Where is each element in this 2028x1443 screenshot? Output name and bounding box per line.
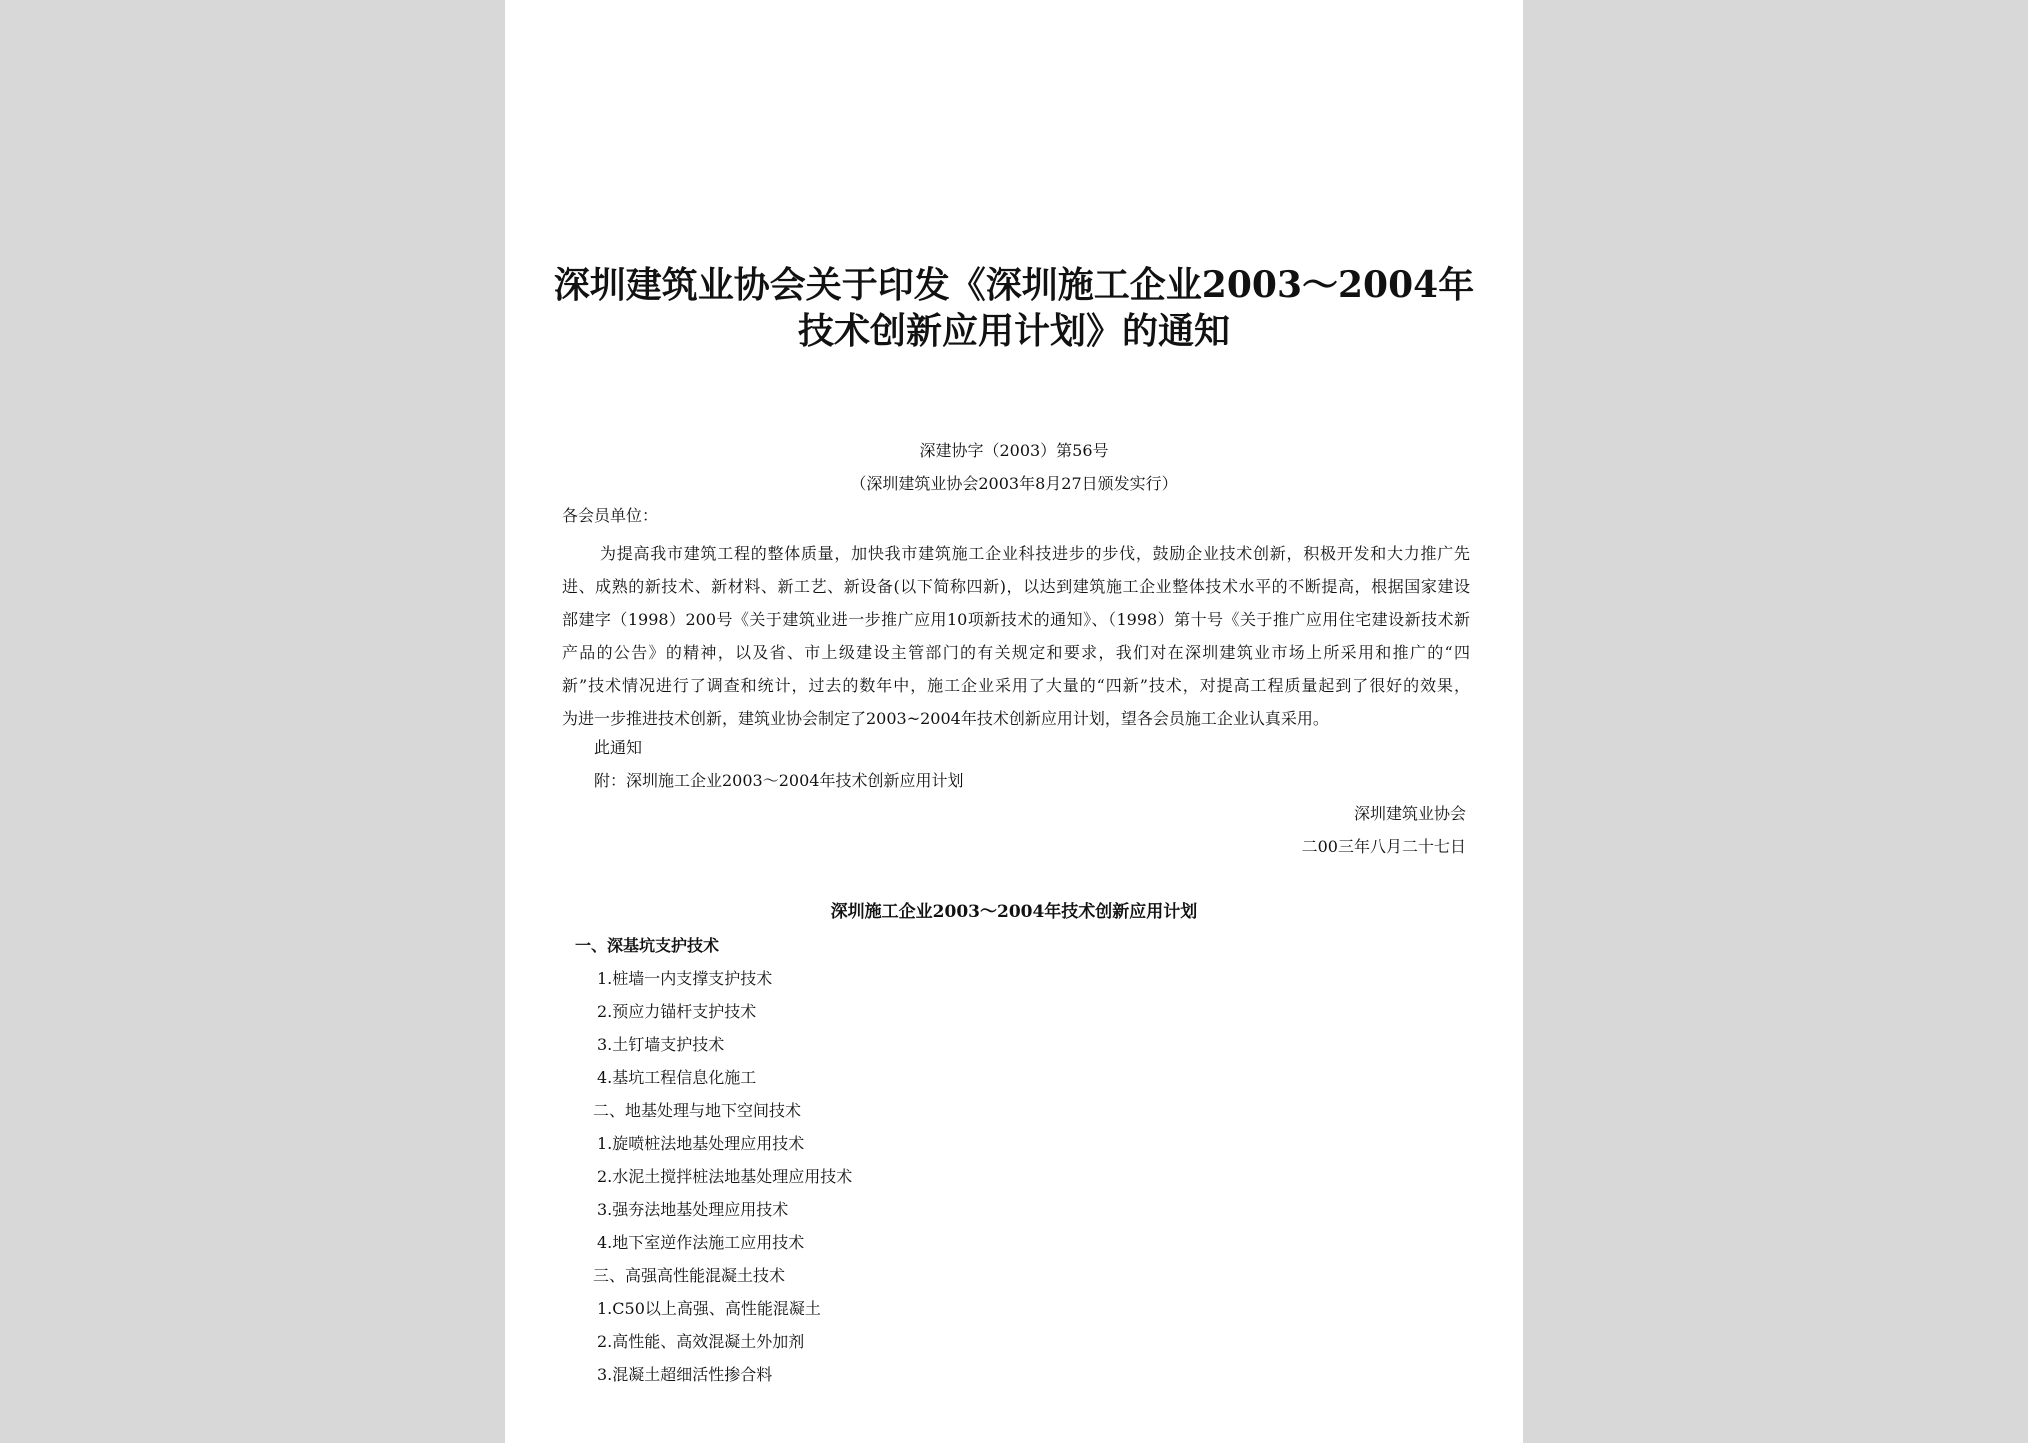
plan-item: 2.高性能、高效混凝土外加剂 (597, 1332, 805, 1351)
body-line: 为提高我市建筑工程的整体质量，加快我市建筑施工企业科技进步的步伐，鼓励企业技术创新，积极开发和大力推广先 (600, 544, 1470, 563)
plan-item: 3.土钉墙支护技术 (597, 1035, 725, 1054)
body-line: 产品的公告》的精神，以及省、市上级建设主管部门的有关规定和要求，我们对在深圳建筑业市场上所采用和推广的“四 (562, 643, 1470, 662)
document-page (505, 0, 1523, 1443)
plan-item: 3.混凝土超细活性掺合料 (597, 1365, 773, 1384)
body-line: 进、成熟的新技术、新材料、新工艺、新设备(以下简称四新)，以达到建筑施工企业整体技术水平的不断提高，根据国家建设 (562, 577, 1470, 596)
plan-item: 2.水泥土搅拌桩法地基处理应用技术 (597, 1167, 853, 1186)
plan-item: 2.预应力锚杆支护技术 (597, 1002, 757, 1021)
issue-note: （深圳建筑业协会2003年8月27日颁发实行） (850, 474, 1178, 493)
plan-title: 深圳施工企业2003～2004年技术创新应用计划 (830, 902, 1198, 922)
plan-section-heading: 一、深基坑支护技术 (575, 936, 720, 955)
document-title-line-2: 技术创新应用计划》的通知 (797, 310, 1230, 352)
body-line: 部建字（1998）200号《关于建筑业进一步推广应用10项新技术的通知》、（1998）第十号《关于推广应用住宅建设新技术新 (562, 610, 1470, 629)
plan-item: 1.C50以上高强、高性能混凝土 (597, 1299, 821, 1318)
body-line: 为进一步推进技术创新，建筑业协会制定了2003~2004年技术创新应用计划，望各会员施工企业认真采用。 (562, 709, 1329, 728)
plan-item: 1.桩墙一内支撑支护技术 (597, 969, 773, 988)
signature-date: 二00三年八月二十七日 (1301, 837, 1466, 856)
closing-line: 此通知 (594, 738, 643, 757)
document-title (505, 262, 1523, 354)
plan-list (575, 934, 1475, 1396)
plan-item: 4.基坑工程信息化施工 (597, 1068, 757, 1087)
plan-item: 4.地下室逆作法施工应用技术 (597, 1233, 805, 1252)
document-number: 深建协字（2003）第56号 (919, 441, 1109, 460)
plan-section-heading: 二、地基处理与地下空间技术 (593, 1101, 802, 1120)
document-title-line-1: 深圳建筑业协会关于印发《深圳施工企业2003～2004年 (553, 264, 1475, 306)
notice-body (562, 537, 1470, 735)
plan-section-heading: 三、高强高性能混凝土技术 (593, 1266, 786, 1285)
signature-organization: 深圳建筑业协会 (1353, 804, 1466, 823)
salutation: 各会员单位： (562, 506, 659, 525)
plan-item: 3.强夯法地基处理应用技术 (597, 1200, 789, 1219)
attachment-line: 附：深圳施工企业2003～2004年技术创新应用计划 (594, 771, 964, 790)
body-line: 新”技术情况进行了调查和统计，过去的数年中，施工企业采用了大量的“四新”技术，对提高工程质量起到了很好的效果， (562, 676, 1470, 695)
plan-item: 1.旋喷桩法地基处理应用技术 (597, 1134, 805, 1153)
